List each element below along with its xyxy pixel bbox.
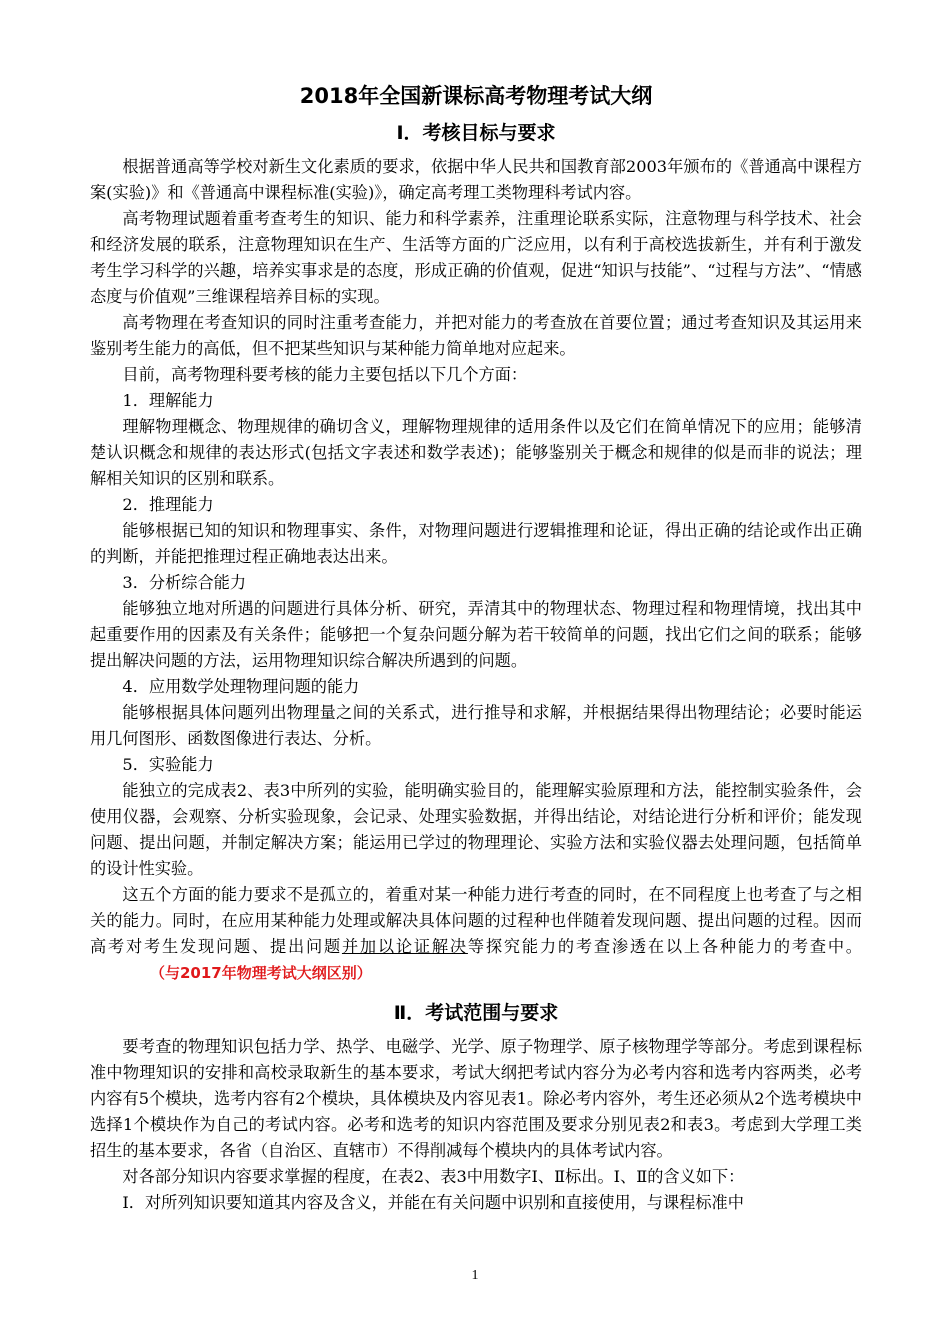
paragraph: 要考查的物理知识包括力学、热学、电磁学、光学、原子物理学、原子核物理学等部分。考虑到课程标准中物理知识的安排和高校录取新生的基本要求，考试大纲把考试内容分为必考内容和选考内容两类，必考内容有5个模块，选考内容有2个模块，具体模块及内容见表1。除必考内容外，考生还必须从2个选考模块中选择1个模块作为自己的考试内容。必考和选考的知识内容范围及要求分别见表2和表3。考虑到大学理工类招生的基本要求，各省（自治区、直辖市）不得削减每个模块内的具体考试内容。 <box>90 1037 862 1160</box>
summary-text: 这五个方面的能力要求不是孤立的，着重对某一种能力进行考查的同时，在不同程度上也考查了与之相关的能力。同时，在应用某种能力处理或解决具体问题的过程种也伴随着发现问题、提出问题的过程。因而高考对考生发现问题、提出问题 <box>90 885 862 956</box>
paragraph: 对各部分知识内容要求掌握的程度，在表2、表3中用数字Ⅰ、Ⅱ标出。Ⅰ、Ⅱ的含义如下： <box>122 1167 745 1186</box>
ability-text: 理解物理概念、物理规律的确切含义，理解物理规律的适用条件以及它们在简单情况下的应用；能够清楚认识概念和规律的表达形式(包括文字表述和数学表述)；能够鉴别关于概念和规律的似是而非的说法；理解相关知识的区别和联系。 <box>90 417 862 488</box>
section-heading-1: Ⅰ．考核目标与要求 <box>396 122 556 144</box>
page-content <box>90 80 862 1216</box>
underlined-change: 并加以论证解决 <box>341 937 468 956</box>
page-number: 1 <box>471 1268 479 1283</box>
ability-heading: 4．应用数学处理物理问题的能力 <box>122 677 360 696</box>
ability-text: 能独立的完成表2、表3中所列的实验，能明确实验目的，能理解实验原理和方法，能控制实验条件，会使用仪器，会观察、分析实验现象，会记录、处理实验数据，并得出结论，对结论进行分析和评价；能发现问题、提出问题，并制定解决方案；能运用已学过的物理理论、实验方法和实验仪器去处理问题，包括简单的设计性实验。 <box>90 781 862 878</box>
paragraph: Ⅰ．对所列知识要知道其内容及含义，并能在有关问题中识别和直接使用，与课程标准中 <box>122 1193 744 1212</box>
ability-heading: 2．推理能力 <box>122 495 214 514</box>
summary-text-end: 等探究能力的考查渗透在以上各种能力的考查中。 <box>467 937 862 956</box>
ability-text: 能够根据已知的知识和物理事实、条件，对物理问题进行逻辑推理和论证，得出正确的结论或作出正确的判断，并能把推理过程正确地表达出来。 <box>90 521 862 566</box>
ability-heading: 1．理解能力 <box>122 391 214 410</box>
ability-heading: 3．分析综合能力 <box>122 573 247 592</box>
summary-paragraph <box>90 882 862 986</box>
paragraph: 高考物理试题着重考查考生的知识、能力和科学素养，注重理论联系实际，注意物理与科学技术、社会和经济发展的联系，注意物理知识在生产、生活等方面的广泛应用，以有利于高校选拔新生，并有利于激发考生学习科学的兴趣，培养实事求是的态度，形成正确的价值观，促进“知识与技能”、“过程与方法”、“情感态度与价值观”三维课程培养目标的实现。 <box>90 209 862 306</box>
ability-text: 能够根据具体问题列出物理量之间的关系式，进行推导和求解，并根据结果得出物理结论；必要时能运用几何图形、函数图像进行表达、分析。 <box>90 703 862 748</box>
paragraph: 高考物理在考查知识的同时注重考查能力，并把对能力的考查放在首要位置；通过考查知识及其运用来鉴别考生能力的高低，但不把某些知识与某种能力简单地对应起来。 <box>90 313 862 358</box>
section-heading-2: Ⅱ．考试范围与要求 <box>393 1002 559 1024</box>
paragraph: 根据普通高等学校对新生文化素质的要求，依据中华人民共和国教育部2003年颁布的《普通高中课程方案(实验)》和《普通高中课程标准(实验)》，确定高考理工类物理科考试内容。 <box>90 157 862 202</box>
revision-note: （与2017年物理考试大纲区别） <box>150 964 372 982</box>
ability-heading: 5．实验能力 <box>122 755 214 774</box>
paragraph: 目前，高考物理科要考核的能力主要包括以下几个方面： <box>122 365 528 384</box>
ability-text: 能够独立地对所遇的问题进行具体分析、研究，弄清其中的物理状态、物理过程和物理情境，找出其中起重要作用的因素及有关条件；能够把一个复杂问题分解为若干较简单的问题，找出它们之间的联系；能够提出解决问题的方法，运用物理知识综合解决所遇到的问题。 <box>90 599 862 670</box>
document-title: 2018年全国新课标高考物理考试大纲 <box>299 84 653 108</box>
